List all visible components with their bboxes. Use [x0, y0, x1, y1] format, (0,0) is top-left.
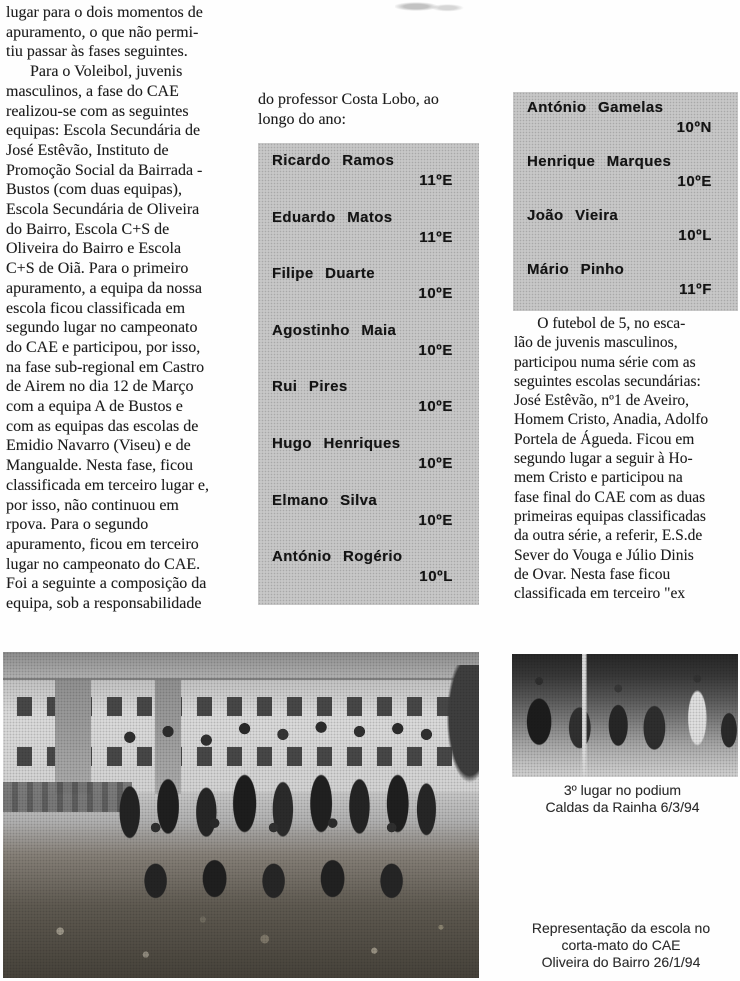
text-line: de Ovar. Nesta fase ficou: [514, 565, 671, 583]
player-class: 10ºE: [418, 341, 453, 359]
text-line: por isso, não continuou em: [6, 496, 179, 514]
text-line: apuramento, a equipa da nossa: [6, 279, 202, 297]
text-line: segundo lugar a seguir à Ho-: [514, 450, 693, 468]
text-line: do professor Costa Lobo, ao: [258, 91, 439, 108]
player-class: 11ºE: [419, 172, 453, 189]
text-line: realizou-se com as seguintes: [6, 102, 189, 120]
roster-entry: [513, 153, 738, 207]
text-line: fase final do CAE com as duas: [514, 488, 706, 506]
right-text-column: [514, 314, 740, 603]
text-line: Para o Voleibol, juvenis: [6, 63, 183, 81]
player-class: 10ºE: [418, 285, 453, 303]
roster-entry: [258, 152, 479, 209]
text-line: mem Cristo e participou na: [514, 469, 683, 487]
player-class: 10ºE: [418, 454, 453, 472]
text-line: tiu passar às fases seguintes.: [6, 43, 188, 61]
halftone-overlay: [512, 654, 738, 777]
player-name: Elmano Silva: [272, 491, 378, 509]
text-line: de Airem no dia 12 de Março: [6, 378, 194, 396]
text-line: lão de juvenis masculinos,: [514, 334, 678, 352]
text-line: equipa, sob a responsabilidade: [6, 595, 202, 613]
left-text-column: [6, 3, 248, 614]
text-line: O futebol de 5, no esca-: [514, 315, 686, 332]
roster-entry: [258, 435, 479, 492]
text-line: Homem Cristo, Anadia, Adolfo: [514, 411, 709, 429]
halftone-overlay: [3, 652, 479, 978]
text-line: lugar para o dois momentos de: [6, 4, 203, 21]
player-class: 10ºL: [678, 227, 712, 244]
text-line: do CAE e participou, por isso,: [6, 338, 201, 356]
player-name: Ricardo Ramos: [272, 152, 395, 169]
text-line: Promoção Social da Bairrada -: [6, 161, 203, 179]
text-line: da outra série, a referir, E.S.de: [514, 527, 703, 545]
caption-line: 3º lugar no podium: [563, 782, 682, 798]
player-class: 10ºE: [677, 173, 712, 190]
player-name: António Gamelas: [527, 99, 664, 116]
cross-country-caption: [502, 920, 740, 971]
player-name: Eduardo Matos: [272, 208, 393, 226]
player-name: Agostinho Maia: [272, 321, 397, 339]
player-class: 11ºE: [419, 228, 453, 246]
roster-entry: [513, 207, 738, 261]
player-name: Mário Pinho: [527, 261, 625, 278]
text-line: com a equipa A de Bustos e: [6, 398, 183, 416]
text-line: com as equipas das escolas de: [6, 417, 199, 435]
text-line: José Estêvão, Instituto de: [6, 141, 169, 159]
text-line: participou numa série com as: [514, 353, 696, 371]
text-line: longo do ano:: [258, 110, 346, 128]
text-line: seguintes escolas secundárias:: [514, 372, 701, 390]
caption-line: Caldas da Rainha 6/3/94: [545, 799, 700, 815]
caption-line: corta-mato do CAE: [561, 937, 681, 953]
roster-entry: [258, 322, 479, 379]
roster-entry: [258, 378, 479, 435]
text-line: escola ficou classificada em: [6, 299, 186, 317]
text-line: classificada em terceiro lugar e,: [6, 476, 209, 494]
middle-intro-text: [258, 90, 488, 129]
text-line: Foi a seguinte a composição da: [6, 575, 207, 593]
text-line: C+S de Oiã. Para o primeiro: [6, 260, 189, 278]
volleyball-roster-box-right: [513, 92, 738, 311]
player-name: João Vieira: [527, 207, 619, 224]
roster-entry: [258, 492, 479, 549]
podium-crowd-photo: [512, 654, 738, 777]
player-class: 10ºE: [418, 511, 453, 529]
text-line: segundo lugar no campeonato: [6, 319, 198, 337]
text-line: Escola Secundária de Oliveira: [6, 201, 200, 219]
text-line: Portela de Águeda. Ficou em: [514, 430, 695, 448]
text-line: na fase sub-regional em Castro: [6, 358, 205, 376]
text-line: apuramento, o que não permi-: [6, 23, 199, 41]
roster-entry: [258, 265, 479, 322]
text-line: Sever do Vouga e Júlio Dinis: [514, 546, 694, 564]
roster-entry: [513, 99, 738, 153]
roster-entry: [513, 261, 738, 315]
caption-line: Representação da escola no: [531, 920, 711, 936]
roster-entry: [258, 548, 479, 605]
player-class: 10ºE: [418, 398, 453, 416]
text-line: equipas: Escola Secundária de: [6, 122, 201, 140]
player-name: Rui Pires: [272, 378, 348, 396]
text-line: Bustos (com duas equipas),: [6, 181, 182, 199]
player-class: 10ºL: [419, 568, 453, 586]
player-name: António Rogério: [272, 548, 403, 566]
text-line: Oliveira do Bairro e Escola: [6, 240, 182, 258]
roster-entry: [258, 209, 479, 266]
text-line: Emidio Navarro (Viseu) e de: [6, 437, 191, 455]
team-group-photo-school: [3, 652, 479, 978]
text-line: rpova. Para o segundo: [6, 516, 149, 534]
player-name: Henrique Marques: [527, 153, 672, 170]
volleyball-roster-box-middle: [258, 143, 479, 605]
text-line: masculinos, a fase do CAE: [6, 82, 179, 100]
podium-photo-caption: [505, 782, 740, 816]
player-class: 11ºF: [679, 281, 712, 298]
text-line: classificada em terceiro "ex: [514, 585, 686, 603]
text-line: Mangualde. Nesta fase, ficou: [6, 457, 194, 475]
player-name: Hugo Henriques: [272, 434, 401, 452]
text-line: do Bairro, Escola C+S de: [6, 220, 170, 238]
player-name: Filipe Duarte: [272, 265, 376, 283]
caption-line: Oliveira do Bairro 26/1/94: [541, 954, 701, 970]
text-line: José Estêvão, nº1 de Aveiro,: [514, 392, 689, 410]
text-line: primeiras equipas classificadas: [514, 507, 706, 525]
player-class: 10ºN: [676, 119, 712, 136]
text-line: apuramento, ficou em terceiro: [6, 535, 199, 553]
text-line: lugar no campeonato do CAE.: [6, 555, 201, 573]
print-artifact: [395, 0, 465, 13]
